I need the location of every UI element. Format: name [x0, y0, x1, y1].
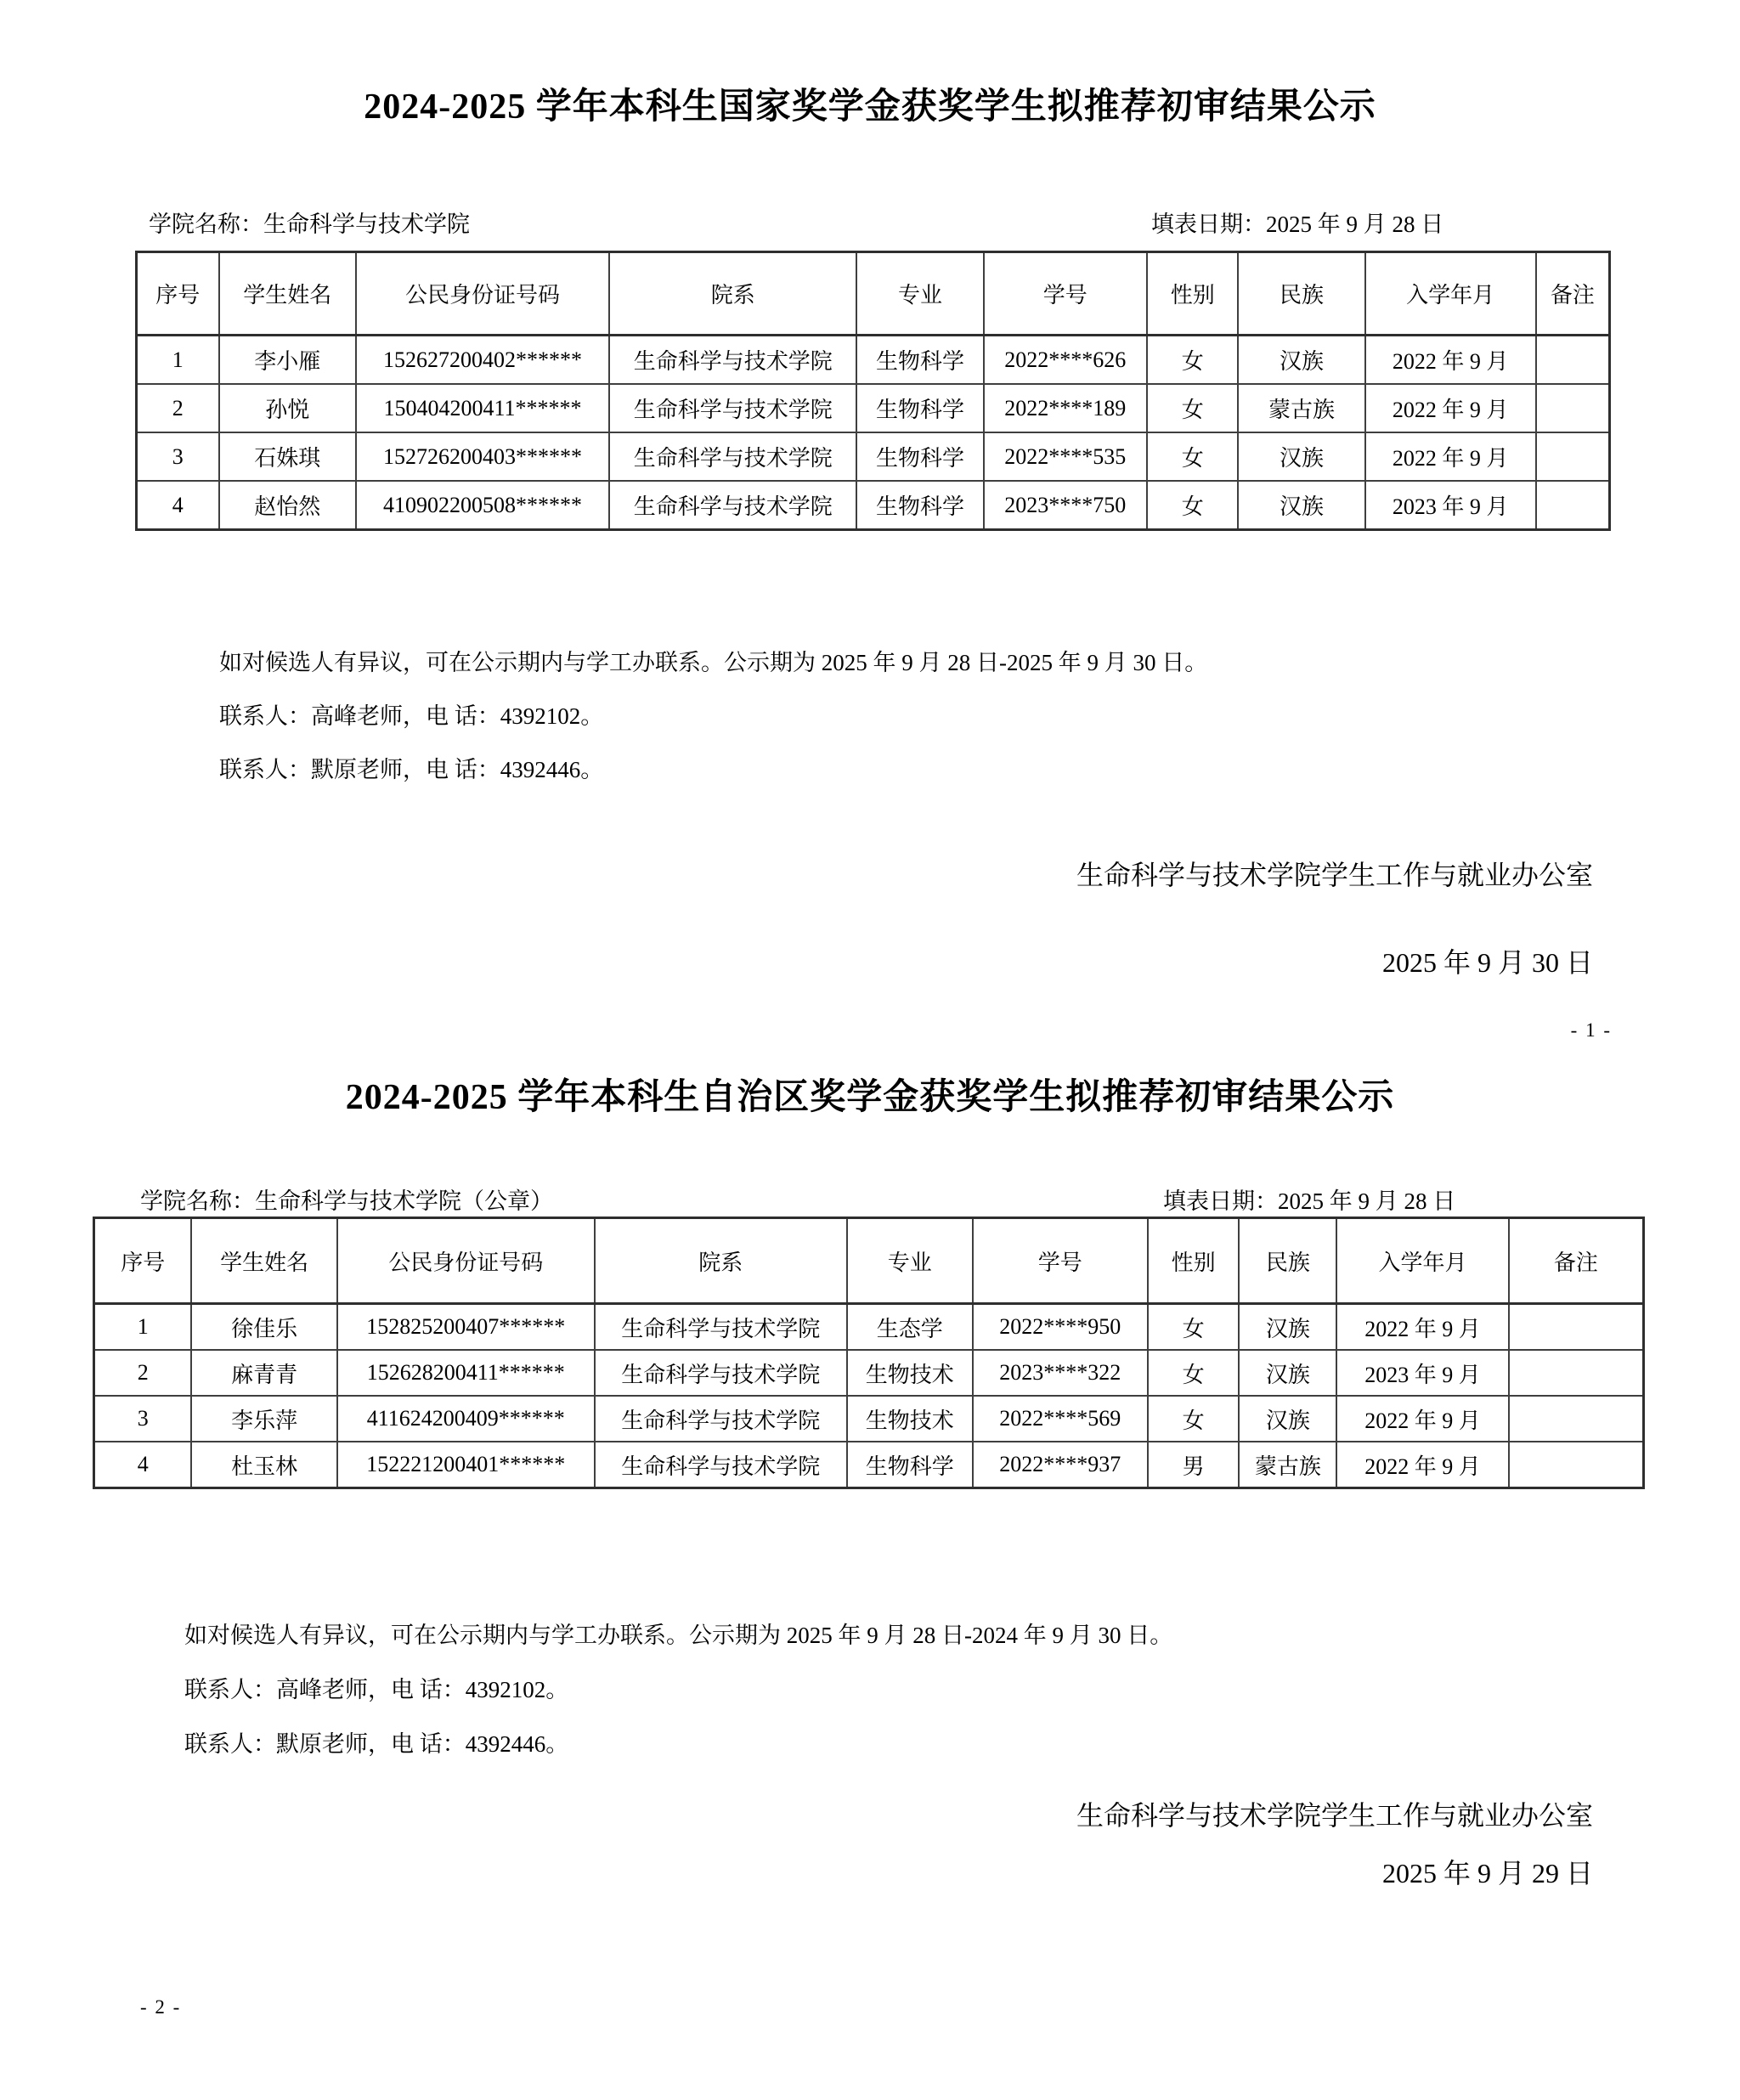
table-cell: 生命科学与技术学院 [609, 432, 856, 481]
table-cell: 2022****950 [973, 1304, 1148, 1351]
table-cell [1509, 1304, 1644, 1351]
table-cell: 2 [137, 384, 219, 432]
table-cell: 生物科学 [856, 481, 983, 530]
column-header: 院系 [609, 252, 856, 336]
table-cell: 1 [94, 1304, 192, 1351]
table-header-row [137, 252, 1610, 336]
table-cell: 411624200409****** [337, 1396, 595, 1442]
table-row [94, 1304, 1644, 1351]
table-cell: 汉族 [1238, 481, 1364, 530]
table-cell [1509, 1350, 1644, 1396]
table-cell: 生物科学 [847, 1442, 973, 1488]
table-cell: 2022****535 [984, 432, 1147, 481]
table-cell: 152726200403****** [356, 432, 609, 481]
page2-award-table [93, 1217, 1645, 1489]
table-cell: 2022 年 9 月 [1336, 1396, 1508, 1442]
table-cell: 女 [1148, 1396, 1240, 1442]
table-cell: 生命科学与技术学院 [595, 1304, 847, 1351]
column-header: 备注 [1509, 1218, 1644, 1304]
page1-award-table [135, 251, 1611, 531]
table-cell: 女 [1148, 1350, 1240, 1396]
table-cell: 2022****569 [973, 1396, 1148, 1442]
page2-office-signature: 生命科学与技术学院学生工作与就业办公室 [1076, 1800, 1593, 1831]
page2-contact-2: 联系人：默原老师，电 话：4392446。 [184, 1731, 569, 1757]
table-cell: 生命科学与技术学院 [609, 336, 856, 385]
table-cell: 2022 年 9 月 [1365, 384, 1536, 432]
table-cell: 蒙古族 [1238, 384, 1364, 432]
page1-contact-2: 联系人：默原老师，电 话：4392446。 [219, 757, 604, 782]
column-header: 院系 [595, 1218, 847, 1304]
table-cell: 女 [1147, 481, 1239, 530]
page1-contact-1: 联系人：高峰老师，电 话：4392102。 [219, 703, 604, 729]
column-header: 入学年月 [1365, 252, 1536, 336]
table-cell: 2022 年 9 月 [1336, 1304, 1508, 1351]
table-row [94, 1396, 1644, 1442]
column-header: 专业 [847, 1218, 973, 1304]
table-row [137, 481, 1610, 530]
table-cell: 李小雁 [219, 336, 356, 385]
table-cell: 3 [94, 1396, 192, 1442]
table-cell: 1 [137, 336, 219, 385]
column-header: 公民身份证号码 [337, 1218, 595, 1304]
column-header: 性别 [1148, 1218, 1240, 1304]
page2-notice-text: 如对候选人有异议，可在公示期内与学工办联系。公示期为 2025 年 9 月 28 日-2024 年 9 月 30 日。 [184, 1623, 1173, 1648]
table-cell: 杜玉林 [191, 1442, 336, 1488]
table-cell [1509, 1442, 1644, 1488]
table-cell: 2023****322 [973, 1350, 1148, 1396]
table-row [137, 432, 1610, 481]
table-cell: 生命科学与技术学院 [595, 1350, 847, 1396]
table-cell: 女 [1147, 384, 1239, 432]
table-cell: 生命科学与技术学院 [609, 384, 856, 432]
column-header: 民族 [1238, 252, 1364, 336]
column-header: 学生姓名 [191, 1218, 336, 1304]
table-cell: 2023 年 9 月 [1336, 1350, 1508, 1396]
table-cell: 2022 年 9 月 [1365, 336, 1536, 385]
page2-fill-date: 填表日期：2025 年 9 月 28 日 [1163, 1188, 1456, 1214]
table-cell: 汉族 [1238, 432, 1364, 481]
column-header: 序号 [137, 252, 219, 336]
table-cell: 汉族 [1239, 1350, 1336, 1396]
table-cell: 152628200411****** [337, 1350, 595, 1396]
table-cell: 410902200508****** [356, 481, 609, 530]
table-cell: 男 [1148, 1442, 1240, 1488]
column-header: 学生姓名 [219, 252, 356, 336]
table-cell: 女 [1147, 432, 1239, 481]
table-cell: 女 [1147, 336, 1239, 385]
table-cell: 2022 年 9 月 [1365, 432, 1536, 481]
column-header: 学号 [984, 252, 1147, 336]
page1-notice-text: 如对候选人有异议，可在公示期内与学工办联系。公示期为 2025 年 9 月 28 日-2025 年 9 月 30 日。 [219, 650, 1208, 675]
column-header: 公民身份证号码 [356, 252, 609, 336]
table-cell: 汉族 [1239, 1304, 1336, 1351]
column-header: 入学年月 [1336, 1218, 1508, 1304]
table-cell: 4 [137, 481, 219, 530]
table-cell: 2023 年 9 月 [1365, 481, 1536, 530]
table-row [94, 1442, 1644, 1488]
table-row [137, 336, 1610, 385]
table-cell: 生命科学与技术学院 [609, 481, 856, 530]
table-cell: 麻青青 [191, 1350, 336, 1396]
table-cell: 生物技术 [847, 1350, 973, 1396]
column-header: 民族 [1239, 1218, 1336, 1304]
table-cell: 生命科学与技术学院 [595, 1442, 847, 1488]
column-header: 专业 [856, 252, 983, 336]
page2-title: 2024-2025 学年本科生自治区奖学金获奖学生拟推荐初审结果公示 [345, 1078, 1395, 1117]
table-cell: 2022****189 [984, 384, 1147, 432]
table-header-row [94, 1218, 1644, 1304]
table-cell: 汉族 [1239, 1396, 1336, 1442]
table-cell [1509, 1396, 1644, 1442]
table-cell: 生物技术 [847, 1396, 973, 1442]
page1-office-signature: 生命科学与技术学院学生工作与就业办公室 [1076, 860, 1593, 890]
column-header: 序号 [94, 1218, 192, 1304]
column-header: 备注 [1536, 252, 1610, 336]
table-cell: 生命科学与技术学院 [595, 1396, 847, 1442]
page2-contact-1: 联系人：高峰老师，电 话：4392102。 [184, 1677, 569, 1702]
table-cell: 徐佳乐 [191, 1304, 336, 1351]
table-cell: 汉族 [1238, 336, 1364, 385]
page1-sign-date: 2025 年 9 月 30 日 [1381, 947, 1593, 978]
table-cell: 2 [94, 1350, 192, 1396]
table-cell: 4 [94, 1442, 192, 1488]
table-cell: 2022 年 9 月 [1336, 1442, 1508, 1488]
column-header: 学号 [973, 1218, 1148, 1304]
table-cell: 2023****750 [984, 481, 1147, 530]
table-row [94, 1350, 1644, 1396]
table-cell: 石姝琪 [219, 432, 356, 481]
column-header: 性别 [1147, 252, 1239, 336]
table-cell: 孙悦 [219, 384, 356, 432]
table-cell: 生物科学 [856, 432, 983, 481]
table-cell: 生物科学 [856, 336, 983, 385]
table-cell: 李乐萍 [191, 1396, 336, 1442]
table-cell: 2022****626 [984, 336, 1147, 385]
table-cell: 2022****937 [973, 1442, 1148, 1488]
table-cell [1536, 432, 1610, 481]
table-cell: 女 [1148, 1304, 1240, 1351]
table-cell: 蒙古族 [1239, 1442, 1336, 1488]
page2-college-label: 学院名称：生命科学与技术学院（公章） [140, 1188, 553, 1214]
page1-title: 2024-2025 学年本科生国家奖学金获奖学生拟推荐初审结果公示 [364, 88, 1376, 127]
page1-college-label: 学院名称：生命科学与技术学院 [149, 212, 470, 237]
page1-fill-date: 填表日期：2025 年 9 月 28 日 [1151, 212, 1444, 237]
table-cell: 生态学 [847, 1304, 973, 1351]
table-cell: 3 [137, 432, 219, 481]
table-cell [1536, 481, 1610, 530]
table-cell: 152221200401****** [337, 1442, 595, 1488]
table-cell: 生物科学 [856, 384, 983, 432]
table-cell [1536, 336, 1610, 385]
table-cell: 150404200411****** [356, 384, 609, 432]
table-cell [1536, 384, 1610, 432]
table-cell: 赵怡然 [219, 481, 356, 530]
page2-sign-date: 2025 年 9 月 29 日 [1381, 1858, 1593, 1888]
page1-page-number: - 1 - [1570, 1019, 1612, 1041]
table-row [137, 384, 1610, 432]
table-cell: 152825200407****** [337, 1304, 595, 1351]
page2-page-number: - 2 - [140, 1996, 182, 2018]
table-cell: 152627200402****** [356, 336, 609, 385]
